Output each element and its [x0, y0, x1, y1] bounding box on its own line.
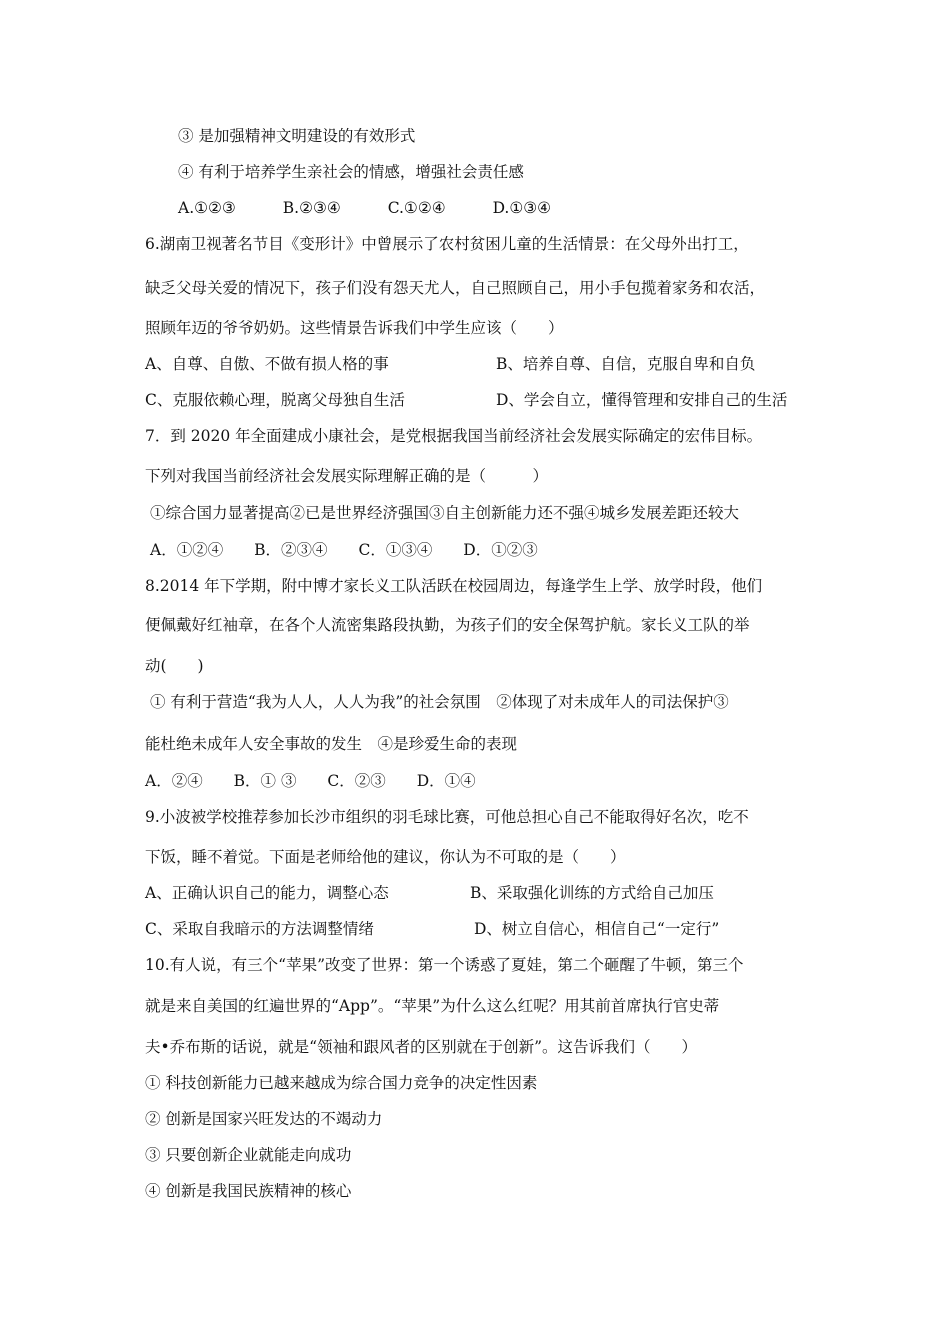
q7-option-a: A．①②④ — [150, 541, 224, 559]
q10-item-1: ① 科技创新能力已越来越成为综合国力竞争的决定性因素 — [145, 1074, 538, 1092]
q7-stem-line-2: 下列对我国当前经济社会发展实际理解正确的是（ ） — [145, 467, 549, 485]
q9-stem-line-2: 下饭，睡不着觉。下面是老师给他的建议，你认为不可取的是（ ） — [145, 848, 626, 866]
q8-option-c: C．②③ — [327, 772, 386, 790]
q8-stem-line-3: 动( ) — [145, 657, 204, 675]
q7-option-c: C．①③④ — [358, 541, 433, 559]
q5-item-3: ③ 是加强精神文明建设的有效形式 — [178, 127, 416, 145]
q5-option-d: D.①③④ — [492, 199, 552, 217]
q7-option-d: D．①②③ — [463, 541, 538, 559]
q10-stem-line-1: 10.有人说，有三个“苹果”改变了世界：第一个诱惑了夏娃，第二个砸醒了牛顿，第三个 — [145, 956, 744, 974]
q7-items: ①综合国力显著提高②已是世界经济强国③自主创新能力还不强④城乡发展差距还较大 — [150, 504, 740, 522]
q9-stem-line-1: 9.小波被学校推荐参加长沙市组织的羽毛球比赛，可他总担心自己不能取得好名次，吃不 — [145, 808, 749, 826]
q6-stem-line-3: 照顾年迈的爷爷奶奶。这些情景告诉我们中学生应该（ ） — [145, 319, 564, 337]
q7-stem-line-1: 7．到 2020 年全面建成小康社会，是党根据我国当前经济社会发展实际确定的宏伟目标。 — [145, 427, 763, 445]
q8-option-d: D．①④ — [416, 772, 476, 790]
q5-item-4: ④ 有利于培养学生亲社会的情感，增强社会责任感 — [178, 163, 524, 181]
q6-option-a: A、自尊、自傲、不做有损人格的事 — [145, 355, 389, 373]
q8-stem-line-1: 8.2014 年下学期，附中博才家长义工队活跃在校园周边，每逢学生上学、放学时段，他们 — [145, 577, 763, 595]
q10-stem-line-3: 夫•乔布斯的话说，就是“领袖和跟风者的区别就在于创新”。这告诉我们（ ） — [145, 1038, 697, 1056]
q8-items-line-2: 能杜绝未成年人安全事故的发生 ④是珍爱生命的表现 — [145, 735, 518, 753]
q8-option-b: B．① ③ — [233, 772, 297, 790]
q10-stem-line-2: 就是来自美国的红遍世界的“App”。“苹果”为什么这么红呢？用其前首席执行官史蒂 — [145, 997, 720, 1015]
q5-options — [178, 198, 551, 218]
q8-options — [145, 771, 476, 791]
q8-items-line-1: ① 有利于营造“我为人人，人人为我”的社会氛围 ②体现了对未成年人的司法保护③ — [150, 693, 729, 711]
q8-stem-line-2: 便佩戴好红袖章，在各个人流密集路段执勤，为孩子们的安全保驾护航。家长义工队的举 — [145, 616, 750, 634]
q10-item-4: ④ 创新是我国民族精神的核心 — [145, 1182, 352, 1200]
q9-option-c: C、采取自我暗示的方法调整情绪 — [145, 920, 374, 938]
q7-options — [150, 540, 538, 560]
q5-option-c: C.①②④ — [387, 199, 446, 217]
q6-stem-line-2: 缺乏父母关爱的情况下，孩子们没有怨天尤人，自己照顾自己，用小手包揽着家务和农活， — [145, 279, 766, 297]
q6-option-d: D、学会自立，懂得管理和安排自己的生活 — [496, 391, 788, 409]
q5-option-b: B.②③④ — [282, 199, 341, 217]
q7-option-b: B．②③④ — [254, 541, 328, 559]
q9-option-d: D、树立自信心，相信自己“一定行” — [474, 920, 720, 938]
q9-option-a: A、正确认识自己的能力，调整心态 — [145, 884, 389, 902]
q5-option-a: A.①②③ — [178, 199, 236, 217]
q9-option-b: B、采取强化训练的方式给自己加压 — [470, 884, 714, 902]
q10-item-2: ② 创新是国家兴旺发达的不竭动力 — [145, 1110, 383, 1128]
q6-option-b: B、培养自尊、自信，克服自卑和自负 — [496, 355, 756, 373]
q8-option-a: A．②④ — [145, 772, 203, 790]
q6-stem-line-1: 6.湖南卫视著名节目《变形计》中曾展示了农村贫困儿童的生活情景：在父母外出打工， — [145, 235, 749, 253]
q10-item-3: ③ 只要创新企业就能走向成功 — [145, 1146, 352, 1164]
q6-option-c: C、克服依赖心理，脱离父母独自生活 — [145, 391, 405, 409]
